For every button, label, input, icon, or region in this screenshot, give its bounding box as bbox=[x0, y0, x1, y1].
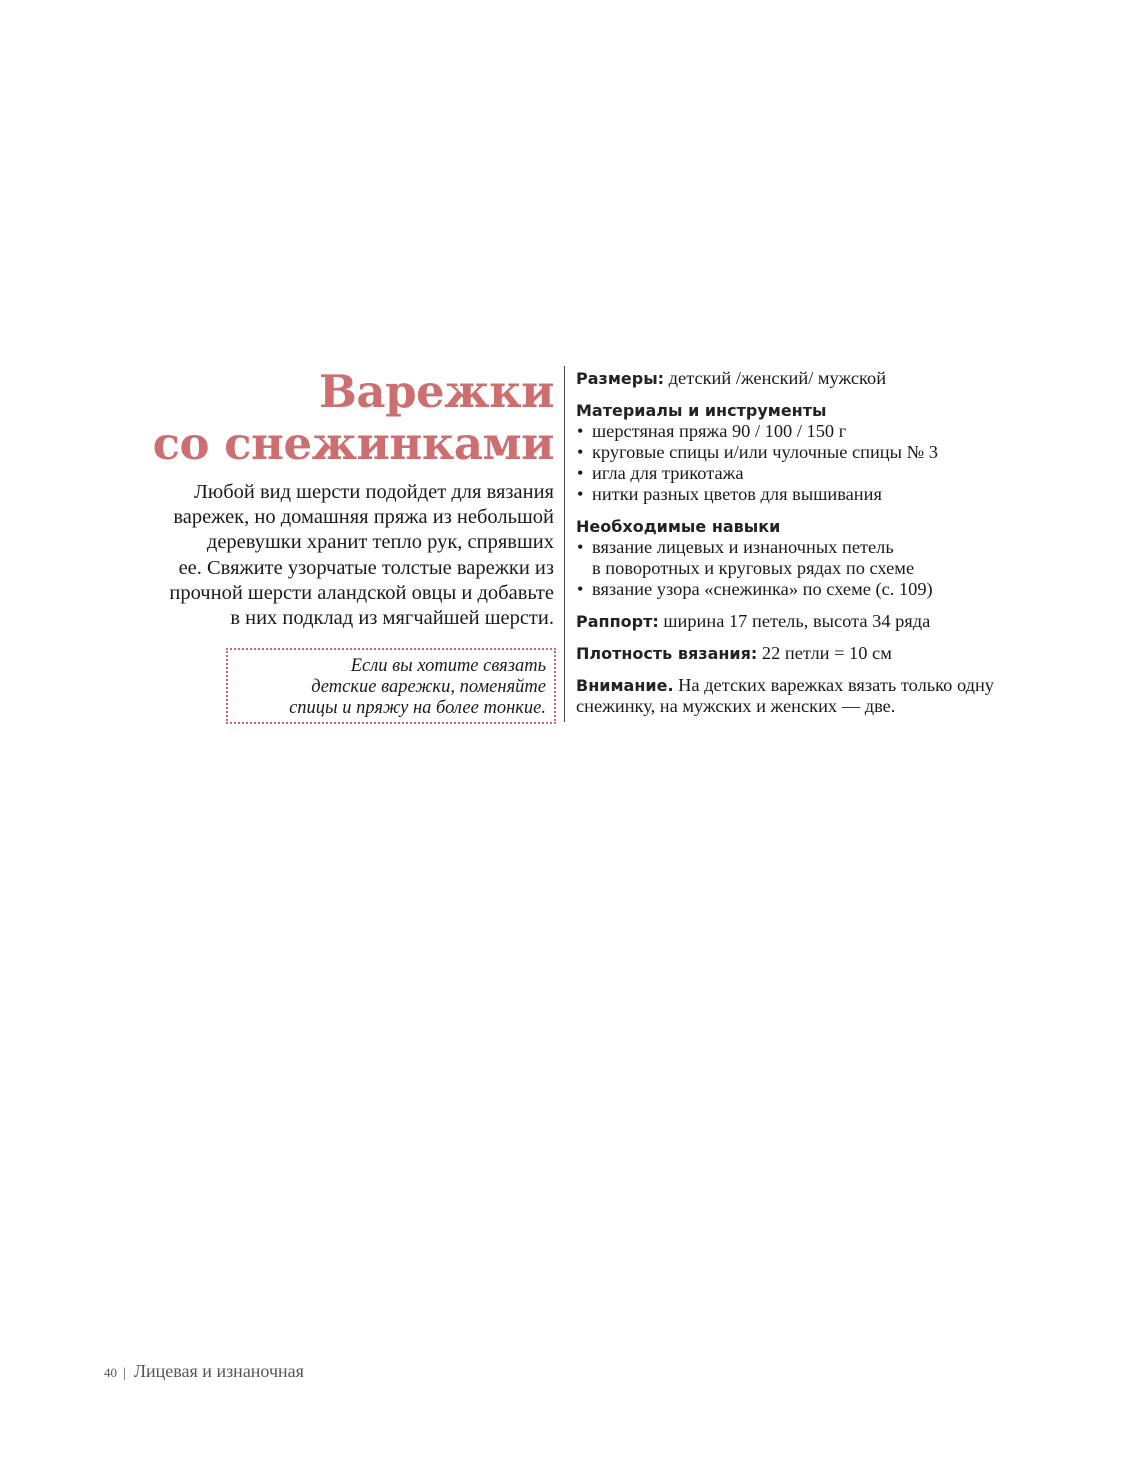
intro-line: ее. Свяжите узорчатые толстые варежки из bbox=[178, 556, 554, 579]
note-block bbox=[576, 675, 1076, 717]
left-column bbox=[118, 366, 554, 631]
skills-block bbox=[576, 516, 1076, 600]
repeat-value: ширина 17 петель, высота 34 ряда bbox=[658, 611, 931, 631]
intro-paragraph bbox=[118, 480, 554, 631]
tip-line: спицы и пряжу на более тонкие. bbox=[289, 698, 546, 718]
skills-list bbox=[576, 537, 1076, 600]
intro-line: Любой вид шерсти подойдет для вязания bbox=[193, 481, 554, 503]
note-label: Внимание. bbox=[576, 676, 674, 695]
title-line-2: со снежинками bbox=[152, 417, 554, 470]
page-title bbox=[118, 366, 554, 470]
intro-line: в них подклад из мягчайшей шерсти. bbox=[230, 607, 554, 630]
intro-line: деревушки хранит тепло рук, спрявших bbox=[206, 531, 554, 554]
tip-line: детские варежки, поменяйте bbox=[311, 677, 546, 697]
materials-block bbox=[576, 400, 1076, 505]
page-number: 40 bbox=[104, 1365, 117, 1380]
sizes-block bbox=[576, 368, 1076, 389]
specs-column bbox=[576, 368, 1076, 728]
gauge-value: 22 петли = 10 см bbox=[757, 643, 892, 663]
repeat-label: Раппорт: bbox=[576, 612, 659, 631]
title-line-1: Варежки bbox=[318, 365, 554, 418]
section-title: Лицевая и изнаночная bbox=[133, 1361, 304, 1381]
intro-line: варежек, но домашняя пряжа из небольшой bbox=[173, 506, 554, 529]
gauge-label: Плотность вязания: bbox=[576, 644, 758, 663]
sizes-value: детский /женский/ мужской bbox=[664, 368, 887, 388]
tip-line: Если вы хотите связать bbox=[350, 656, 546, 676]
repeat-block bbox=[576, 611, 1076, 632]
materials-list bbox=[576, 421, 1076, 505]
list-item: • круговые спицы и/или чулочные спицы № 3 bbox=[576, 442, 1076, 463]
column-divider bbox=[564, 366, 565, 722]
intro-line: прочной шерсти аландской овцы и добавьте bbox=[169, 581, 554, 604]
skill-line: • вязание лицевых и изнаночных петель bbox=[592, 537, 894, 557]
list-item: • нитки разных цветов для вышивания bbox=[576, 484, 1076, 505]
materials-heading: Материалы и инструменты bbox=[576, 401, 827, 420]
list-item bbox=[576, 579, 1076, 600]
footer-separator: | bbox=[123, 1366, 126, 1381]
list-item: • игла для трикотажа bbox=[576, 463, 1076, 484]
skill-line: • вязание узора «снежинка» по схеме (с. 109) bbox=[592, 579, 933, 599]
list-item bbox=[576, 537, 1076, 579]
list-item: • шерстяная пряжа 90 / 100 / 150 г bbox=[576, 421, 1076, 442]
sizes-label: Размеры: bbox=[576, 369, 665, 388]
skill-line: в поворотных и круговых рядах по схеме bbox=[592, 558, 915, 578]
gauge-block bbox=[576, 643, 1076, 664]
tip-box bbox=[226, 648, 556, 724]
page-footer bbox=[104, 1361, 304, 1382]
note-value: На детских варежках вязать только одну снежинку, на мужских и женских — две. bbox=[576, 675, 995, 716]
skills-heading: Необходимые навыки bbox=[576, 517, 781, 536]
